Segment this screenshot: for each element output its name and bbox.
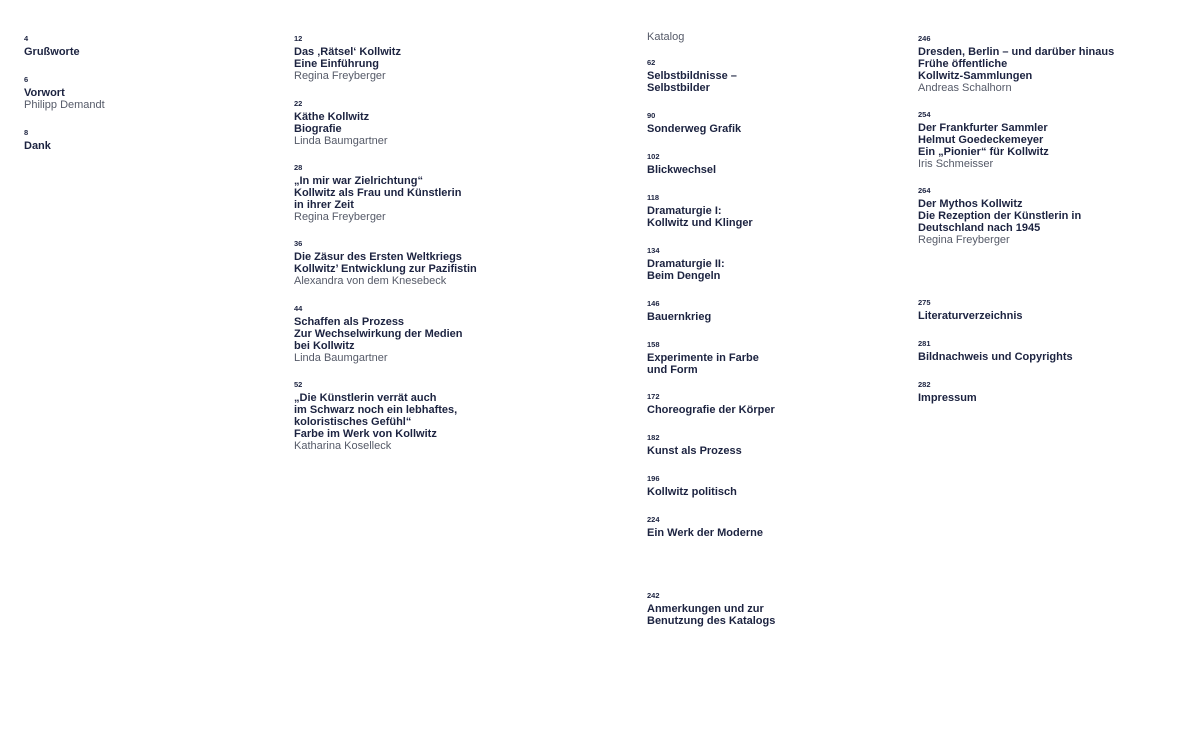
entry-title: Dresden, Berlin – und darüber hinaus (918, 46, 1115, 58)
entry-title: in ihrer Zeit (294, 199, 354, 211)
entry-author: Katharina Koselleck (294, 440, 392, 452)
entry-title: Eine Einführung (294, 58, 379, 70)
entry-title: Ein „Pionier“ für Kollwitz (918, 146, 1049, 158)
section-label-katalog: Katalog (647, 31, 685, 43)
page-number: 102 (647, 152, 660, 161)
toc-entry[interactable] (918, 110, 1049, 170)
entry-author: Alexandra von dem Knesebeck (294, 275, 447, 287)
toc-entry[interactable] (647, 340, 759, 376)
page-number: 8 (24, 128, 29, 137)
entry-title: Frühe öffentliche (918, 58, 1008, 70)
page-number: 44 (294, 304, 303, 313)
entry-title: Selbstbildnisse – (647, 70, 737, 82)
toc-entry[interactable] (24, 75, 105, 111)
toc-entry[interactable] (294, 380, 457, 452)
toc-entry[interactable] (647, 111, 741, 135)
toc-entry[interactable] (647, 246, 725, 282)
entry-title: Beim Dengeln (647, 270, 721, 282)
entry-title: Kunst als Prozess (647, 445, 742, 457)
entry-title: Kollwitz und Klinger (647, 217, 753, 229)
entry-title: Biografie (294, 123, 342, 135)
entry-title: Kollwitz als Frau und Künstlerin (294, 187, 462, 199)
entry-title: Der Mythos Kollwitz (918, 198, 1023, 210)
page-number: 62 (647, 58, 656, 67)
entry-title: „Die Künstlerin verrät auch (294, 392, 437, 404)
entry-title: Das ‚Rätsel‘ Kollwitz (294, 46, 401, 58)
entry-title: Anmerkungen und zur (647, 603, 764, 615)
entry-title: „In mir war Zielrichtung“ (294, 175, 423, 187)
page-number: 246 (918, 34, 931, 43)
toc-entry[interactable] (918, 339, 1073, 363)
page-number: 28 (294, 163, 303, 172)
entry-title: Dank (24, 140, 51, 152)
page-number: 52 (294, 380, 303, 389)
page-number: 90 (647, 111, 656, 120)
entry-title: Literaturverzeichnis (918, 310, 1023, 322)
page-number: 172 (647, 392, 660, 401)
page-number: 242 (647, 591, 660, 600)
page-number: 134 (647, 246, 660, 255)
entry-title: Ein Werk der Moderne (647, 527, 763, 539)
entry-title: Kollwitz’ Entwicklung zur Pazifistin (294, 263, 477, 275)
entry-title: Impressum (918, 392, 977, 404)
toc-entry[interactable] (647, 515, 763, 539)
toc-entry[interactable] (918, 298, 1023, 322)
entry-author: Regina Freyberger (294, 70, 386, 82)
entry-title: Vorwort (24, 87, 65, 99)
entry-title: Die Rezeption der Künstlerin in (918, 210, 1082, 222)
page-number: 282 (918, 380, 931, 389)
toc-entry[interactable] (918, 186, 1081, 246)
entry-author: Regina Freyberger (294, 211, 386, 223)
toc-entry[interactable] (294, 304, 463, 364)
entry-title: und Form (647, 364, 698, 376)
entry-title: Helmut Goedeckemeyer (918, 134, 1044, 146)
entry-title: Experimente in Farbe (647, 352, 759, 364)
entry-author: Philipp Demandt (24, 99, 105, 111)
page-number: 146 (647, 299, 660, 308)
entry-title: koloristisches Gefühl“ (294, 416, 412, 428)
toc-entry[interactable] (918, 380, 977, 404)
toc-entry[interactable] (24, 128, 51, 152)
entry-title: im Schwarz noch ein lebhaftes, (294, 404, 458, 416)
entry-title: Der Frankfurter Sammler (918, 122, 1048, 134)
page-number: 12 (294, 34, 303, 43)
page-number: 281 (918, 339, 931, 348)
entry-title: Benutzung des Katalogs (647, 615, 776, 627)
entry-title: Dramaturgie II: (647, 258, 725, 270)
entry-author: Regina Freyberger (918, 234, 1010, 246)
entry-title: Schaffen als Prozess (294, 316, 405, 328)
toc-entry[interactable] (647, 392, 775, 416)
entry-title: Dramaturgie I: (647, 205, 722, 217)
toc-entry[interactable] (918, 34, 1114, 94)
entry-title: Käthe Kollwitz (294, 111, 370, 123)
toc-entry[interactable] (294, 99, 388, 147)
page-number: 275 (918, 298, 931, 307)
entry-title: Selbstbilder (647, 82, 710, 94)
entry-title: Farbe im Werk von Kollwitz (294, 428, 437, 440)
entry-title: Kollwitz politisch (647, 486, 737, 498)
page-number: 264 (918, 186, 931, 195)
entry-title: Bildnachweis und Copyrights (918, 351, 1073, 363)
entry-title: Zur Wechselwirkung der Medien (294, 328, 463, 340)
toc-entry[interactable] (24, 34, 80, 58)
entry-title: Grußworte (24, 46, 80, 58)
toc-entry[interactable] (647, 591, 775, 627)
entry-title: Die Zäsur des Ersten Weltkriegs (294, 251, 462, 263)
page-number: 36 (294, 239, 303, 248)
toc-entry[interactable] (294, 34, 401, 82)
entry-title: Sonderweg Grafik (647, 123, 742, 135)
page-number: 254 (918, 110, 931, 119)
page-number: 6 (24, 75, 29, 84)
page-number: 4 (24, 34, 29, 43)
entry-title: Kollwitz-Sammlungen (918, 70, 1033, 82)
entry-title: Blickwechsel (647, 164, 717, 176)
toc-entry[interactable] (647, 58, 737, 94)
entry-author: Linda Baumgartner (294, 135, 388, 147)
toc-entry[interactable] (294, 163, 461, 223)
page-number: 158 (647, 340, 660, 349)
toc-entry[interactable] (647, 433, 742, 457)
page-number: 182 (647, 433, 660, 442)
entry-title: Bauernkrieg (647, 311, 712, 323)
entry-author: Andreas Schalhorn (918, 82, 1012, 94)
toc-entry[interactable] (647, 474, 737, 498)
entry-title: Deutschland nach 1945 (918, 222, 1041, 234)
entry-author: Iris Schmeisser (918, 158, 994, 170)
entry-author: Linda Baumgartner (294, 352, 388, 364)
page-number: 22 (294, 99, 303, 108)
entry-title: Choreografie der Körper (647, 404, 775, 416)
page-number: 224 (647, 515, 660, 524)
page-number: 118 (647, 193, 660, 202)
page-number: 196 (647, 474, 660, 483)
toc-entry[interactable] (647, 299, 711, 323)
entry-title: bei Kollwitz (294, 340, 355, 352)
toc-entry[interactable] (647, 193, 753, 229)
toc-entry[interactable] (647, 152, 716, 176)
toc-entry[interactable] (294, 239, 477, 287)
